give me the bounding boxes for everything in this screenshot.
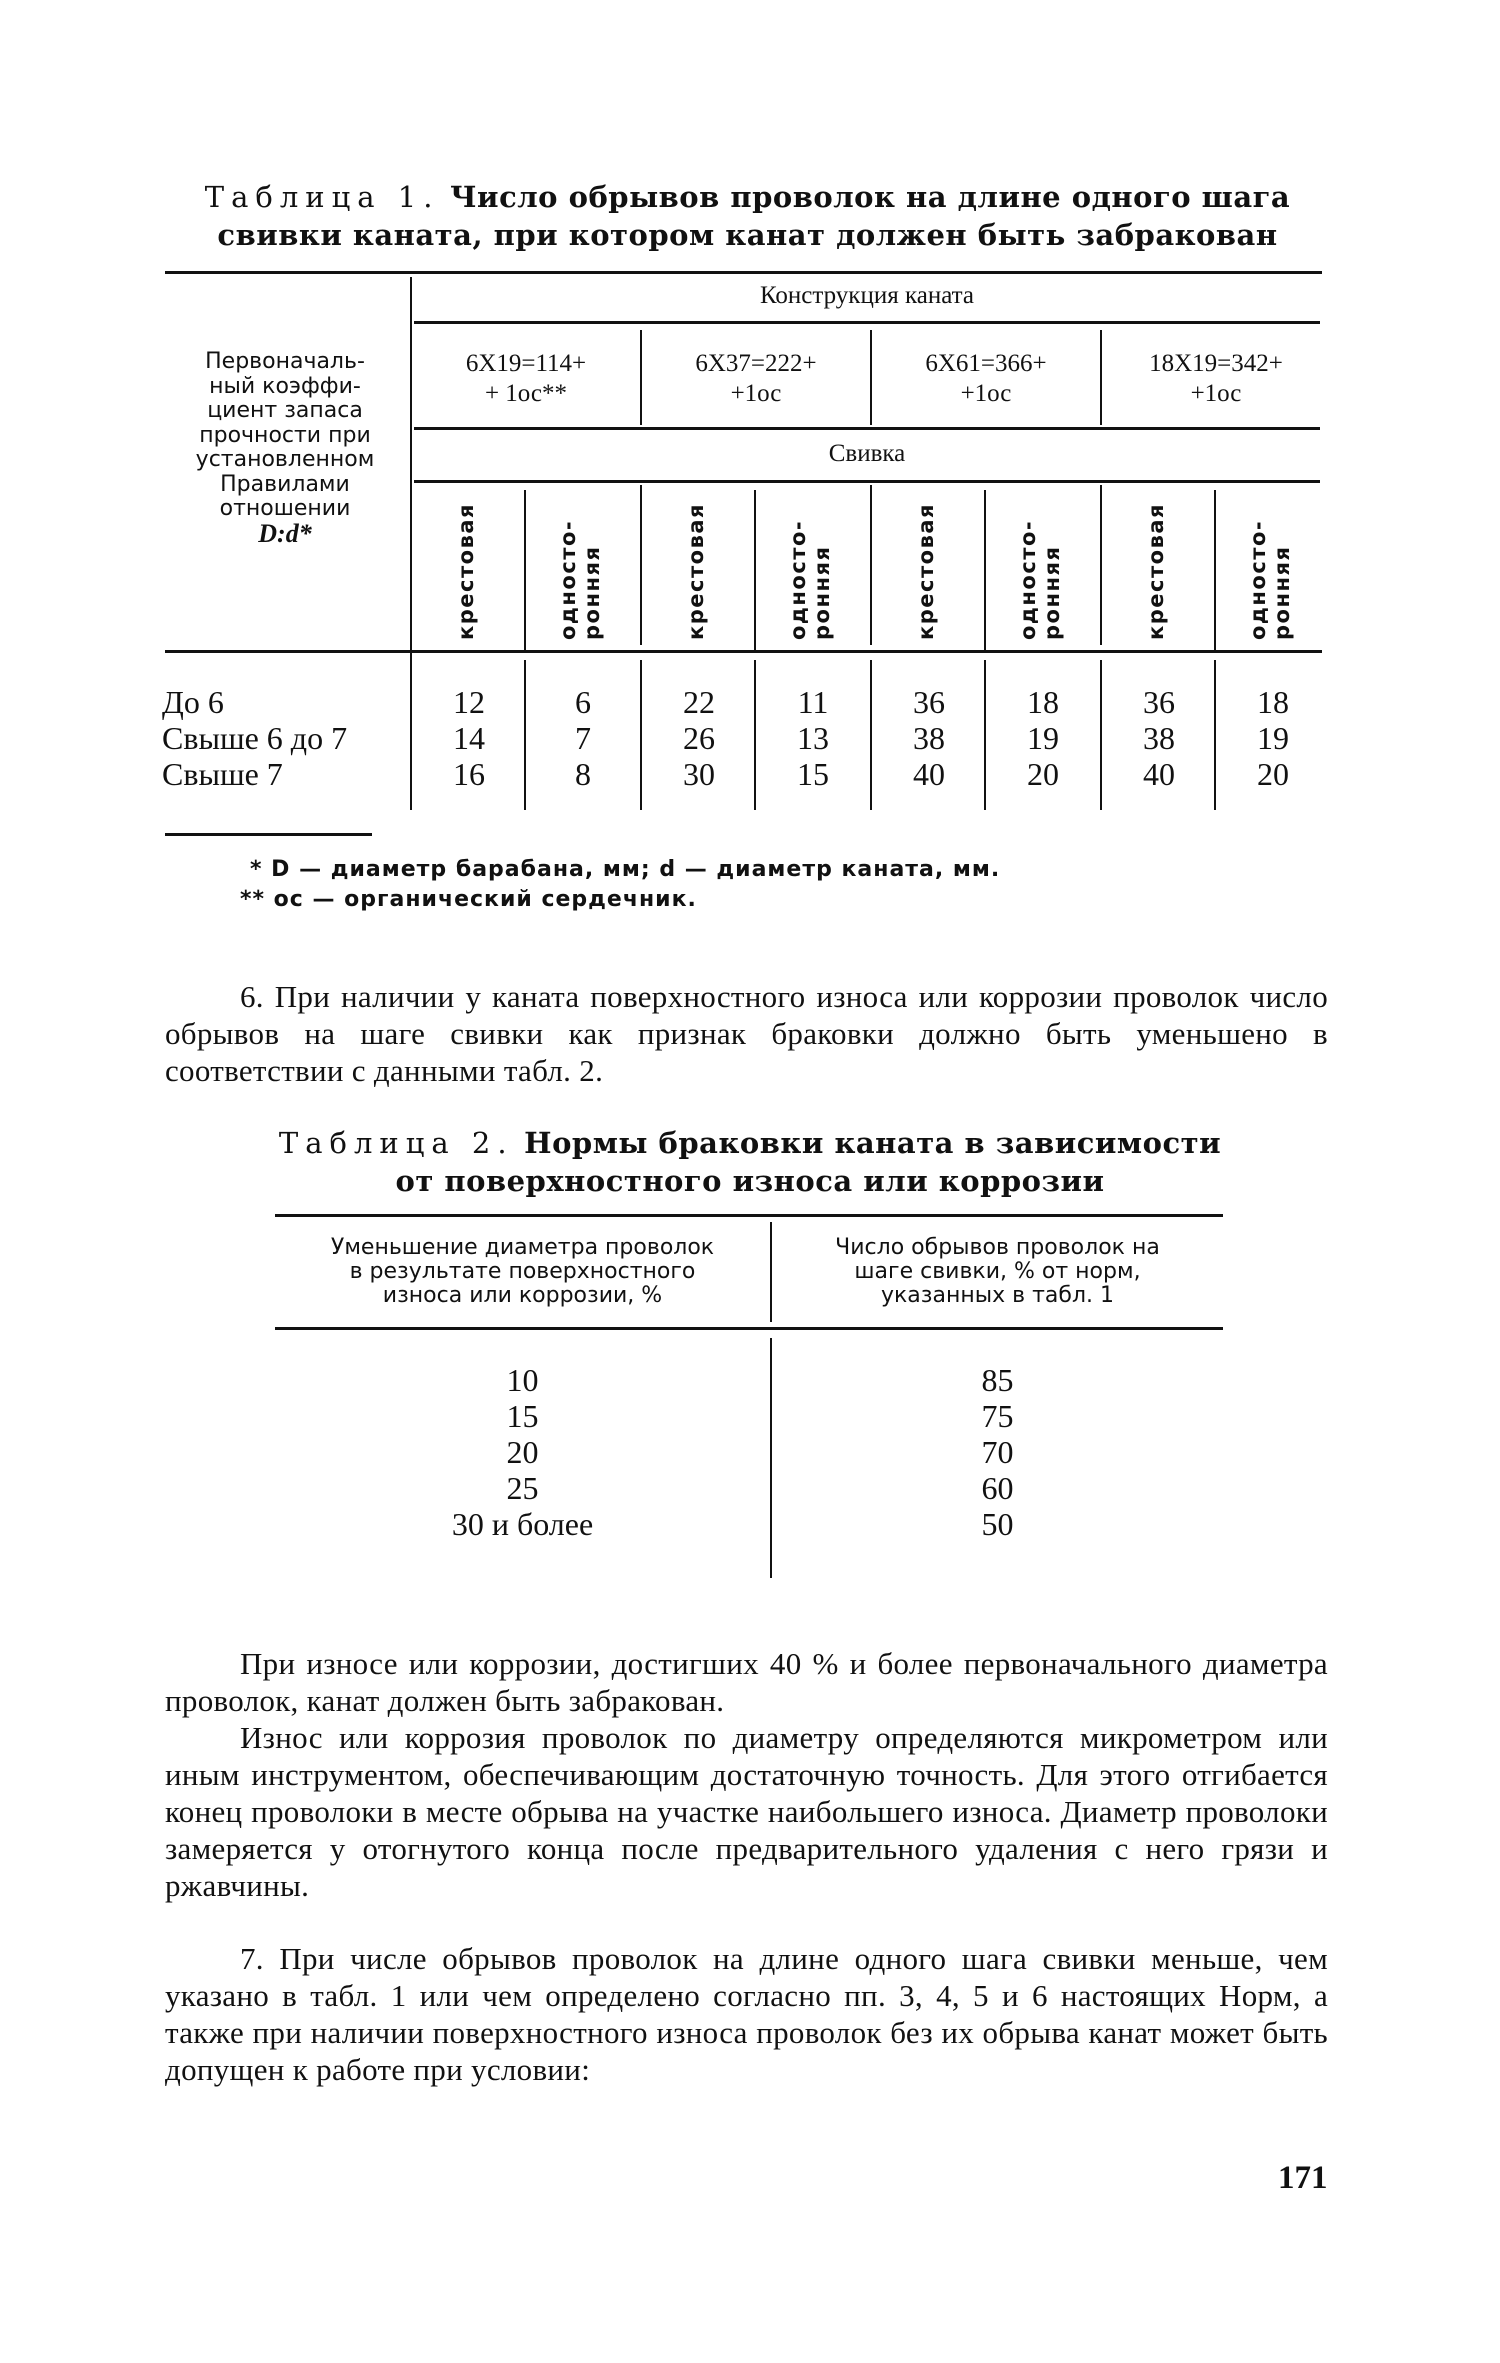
table2-title-text: Нормы браковки каната в зависимости от поверхностного износа или коррозии <box>395 1126 1222 1198</box>
wear-percent: 30 и более <box>451 1506 594 1542</box>
left-header-line: циент запаса <box>207 398 363 423</box>
rule <box>414 427 1320 430</box>
table-cell: 20 <box>1257 756 1289 792</box>
construction-header: Конструкция каната <box>760 282 974 309</box>
lay-divider <box>870 485 872 645</box>
lay-type-one-sided: односто- ронняя <box>786 519 834 640</box>
table-cell: 8 <box>575 756 591 792</box>
left-header-line: прочности при <box>199 422 371 448</box>
wear-percent: 15 <box>506 1398 539 1434</box>
table1-header-rule <box>165 650 1322 653</box>
construction-label: + 1ос** <box>484 380 568 407</box>
wear-percent: 20 <box>506 1434 539 1470</box>
table-cell: 26 <box>683 720 715 756</box>
table-cell: 18 <box>1027 684 1059 720</box>
lay-type-one-sided: односто- ронняя <box>1246 519 1294 640</box>
table1-left-header <box>165 350 405 546</box>
lay-divider <box>1100 485 1102 645</box>
table2-header-line: шаге свивки, % от норм, <box>854 1259 1141 1284</box>
footnote-2: ** ос — органический сердечник. <box>240 887 697 912</box>
breaks-percent: 75 <box>981 1398 1014 1434</box>
table-cell: 16 <box>453 756 485 792</box>
table1-title-text: Число обрывов проволок на длине одного шага свивки каната, при котором канат должен быть забракован <box>217 180 1291 252</box>
table-cell: 40 <box>1143 756 1175 792</box>
construction-label: 18X19=342+ <box>1149 350 1283 377</box>
table-cell: 13 <box>797 720 829 756</box>
table-cell: 20 <box>1027 756 1059 792</box>
table1-label: Таблица 1. <box>204 180 440 214</box>
wear-percent: 25 <box>506 1470 539 1506</box>
table2-top-rule <box>275 1214 1223 1217</box>
wear-percent: 10 <box>506 1362 539 1398</box>
left-header-line: установленном <box>195 447 375 472</box>
lay-divider <box>524 490 526 650</box>
table-cell: 14 <box>453 720 485 756</box>
table2-header-line: указанных в табл. 1 <box>881 1283 1114 1308</box>
table2-header-line: Число обрывов проволок на <box>835 1235 1160 1260</box>
table-cell: 19 <box>1027 720 1059 756</box>
table1-title <box>165 178 1330 254</box>
group-divider <box>870 330 872 425</box>
construction-label: +1ос <box>960 380 1012 407</box>
table-cell: 36 <box>913 684 945 720</box>
lay-header: Свивка <box>828 440 906 467</box>
construction-label: +1ос <box>730 380 782 407</box>
table-cell: 40 <box>913 756 945 792</box>
lay-type-cross: крестовая <box>914 502 938 640</box>
footnote-rule <box>165 833 372 836</box>
breaks-percent: 60 <box>981 1470 1014 1506</box>
breaks-percent: 50 <box>981 1506 1014 1542</box>
table-cell: 19 <box>1257 720 1289 756</box>
page-number: 171 <box>1278 2160 1328 2196</box>
table-cell: 6 <box>575 684 591 720</box>
paragraph-wear: При износе или коррозии, достигших 40 % и более первоначального диаметра проволок, канат должен быть забракован. <box>165 1646 1328 1718</box>
rule <box>414 321 1320 324</box>
table-cell: 15 <box>797 756 829 792</box>
table-cell: 38 <box>913 720 945 756</box>
left-header-line: Правилами <box>220 471 350 497</box>
table2-divider <box>770 1222 772 1322</box>
table-cell: 38 <box>1143 720 1175 756</box>
table2-header-line: Уменьшение диаметра проволок <box>330 1235 715 1260</box>
table1-top-rule <box>165 271 1322 274</box>
construction-label: 6X19=114+ <box>465 350 587 377</box>
lay-divider <box>640 485 642 645</box>
left-header-line: D:d* <box>258 518 312 548</box>
lay-type-cross: крестовая <box>454 502 478 640</box>
group-divider <box>1100 330 1102 425</box>
lay-type-one-sided: односто- ронняя <box>556 519 604 640</box>
table-cell: 7 <box>575 720 591 756</box>
row-label: Свыше 6 до 7 <box>162 720 348 756</box>
table2-label: Таблица 2. <box>278 1126 514 1160</box>
table2-title <box>270 1124 1230 1200</box>
table-cell: 22 <box>683 684 715 720</box>
left-header-line: ный коэффи- <box>209 373 361 399</box>
table-cell: 18 <box>1257 684 1289 720</box>
table-cell: 36 <box>1143 684 1175 720</box>
left-header-line: отношении <box>219 496 351 521</box>
paragraph-measurement: Износ или коррозия проволок по диаметру определяются микрометром или иным инструментом, обеспечивающим достаточную точность. Для этого отгибается конец проволоки в месте обрыва на участке наибольшего износа. Диаметр проволоки замеряется у отогнутого конца после предварительного удаления с него грязи и ржавчины. <box>165 1720 1328 1903</box>
table2-header-line: в результате поверхностного <box>349 1259 696 1284</box>
paragraph-7: 7. При числе обрывов проволок на длине одного шага свивки меньше, чем указано в табл. 1 или чем определено согласно пп. 3, 4, 5 и 6 настоящих Норм, а также при наличии поверхностного износа проволок без их обрыва канат может быть допущен к работе при условии: <box>165 1941 1328 2087</box>
lay-divider <box>984 490 986 650</box>
group-divider <box>640 330 642 425</box>
table-cell: 12 <box>453 684 485 720</box>
rule <box>414 480 1320 483</box>
lay-type-one-sided: односто- ронняя <box>1016 519 1064 640</box>
footnote-1: * D — диаметр барабана, мм; d — диаметр каната, мм. <box>250 857 1001 882</box>
lay-type-cross: крестовая <box>684 502 708 640</box>
table-cell: 11 <box>797 684 829 720</box>
left-header-line: Первоначаль- <box>205 349 365 374</box>
table2-divider <box>770 1338 772 1578</box>
table2-header-rule <box>275 1327 1223 1330</box>
table2-header-line: износа или коррозии, % <box>382 1283 663 1308</box>
lay-divider <box>1214 490 1216 650</box>
paragraph-6: 6. При наличии у каната поверхностного износа или коррозии проволок число обрывов на шаге свивки как признак браковки должно быть уменьшено в соответствии с данными табл. 2. <box>165 979 1328 1088</box>
lay-divider <box>754 490 756 650</box>
construction-label: +1ос <box>1190 380 1242 407</box>
lay-type-cross: крестовая <box>1144 502 1168 640</box>
construction-label: 6X61=366+ <box>925 350 1047 377</box>
row-label: Свыше 7 <box>162 756 283 792</box>
row-label: До 6 <box>162 684 224 720</box>
breaks-percent: 85 <box>981 1362 1014 1398</box>
table-cell: 30 <box>683 756 715 792</box>
breaks-percent: 70 <box>981 1434 1014 1470</box>
construction-label: 6X37=222+ <box>695 350 817 377</box>
